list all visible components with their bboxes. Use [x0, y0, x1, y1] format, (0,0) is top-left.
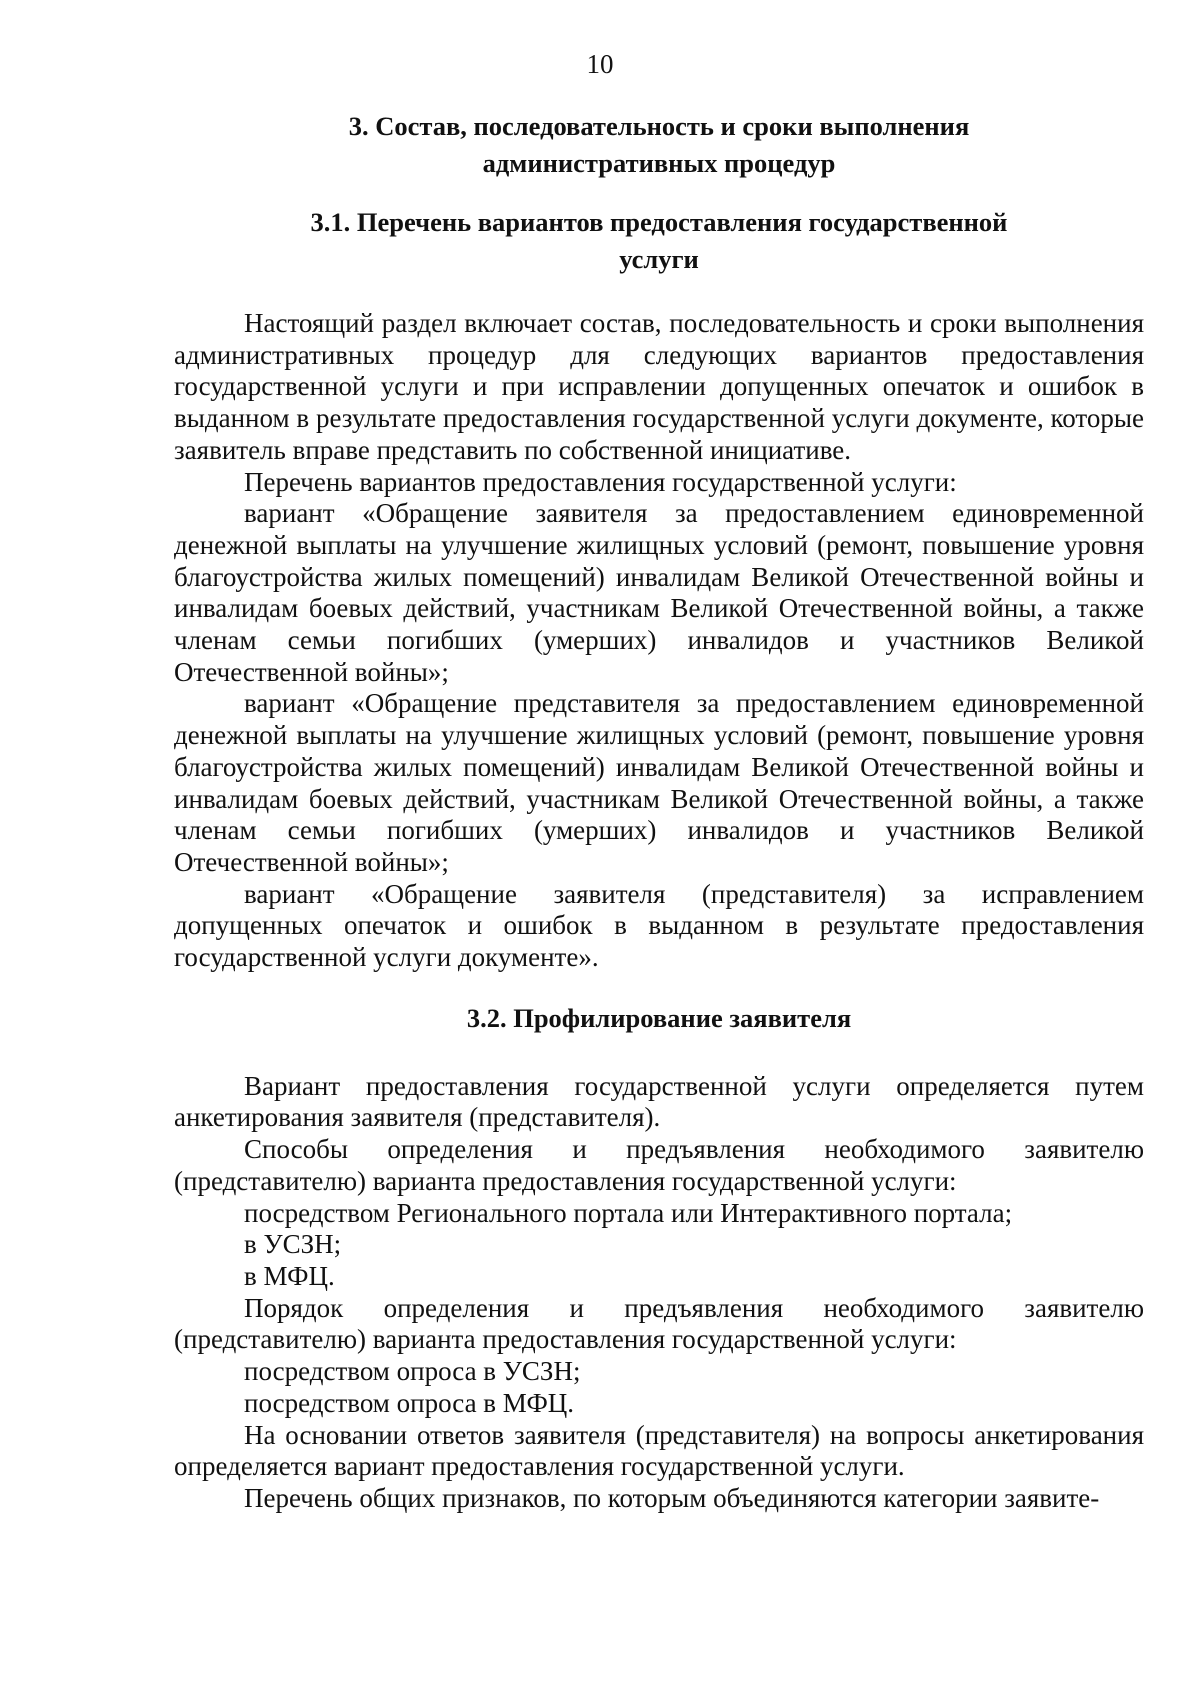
section-3-2-body [174, 1071, 1144, 1515]
section-3-1-heading-line2: услуги [619, 244, 699, 274]
paragraph: Настоящий раздел включает состав, последовательность и сроки выполнения административных процедур для следующих вариантов предоставления государственной услуги и при исправлении допущенных опечаток и ошибок в выданном в результате предоставления государственной услуги документе, которые заявитель вправе представить по собственной инициативе. [174, 308, 1144, 465]
document-content [174, 108, 1144, 1515]
paragraph: Перечень вариантов предоставления государственной услуги: [244, 466, 957, 497]
paragraph: посредством опроса в УСЗН; [244, 1356, 581, 1387]
paragraph: Вариант предоставления государственной услуги определяется путем анкетирования заявителя (представителя). [174, 1070, 1144, 1133]
section-3-heading [174, 108, 1144, 182]
paragraph: вариант «Обращение заявителя за предоставлением единовременной денежной выплаты на улучшение жилищных условий (ремонт, повышение уровня благоустройства жилых помещений) инвалидам Великой Отечественной войны и инвалидам боевых действий, участникам Великой Отечественной войны, а также членам семьи погибших (умерших) инвалидов и участников Великой Отечественной войны»; [174, 498, 1144, 687]
paragraph: в УСЗН; [244, 1229, 342, 1260]
paragraph: Способы определения и предъявления необходимого заявителю (представителю) варианта предоставления государственной услуги: [174, 1134, 1144, 1196]
paragraph: На основании ответов заявителя (представителя) на вопросы анкетирования определяется вариант предоставления государственной услуги. [174, 1419, 1144, 1482]
paragraph: в МФЦ. [244, 1260, 335, 1291]
section-3-1-heading-line1: 3.1. Перечень вариантов предоставления государственной [310, 207, 1008, 237]
paragraph: вариант «Обращение представителя за предоставлением единовременной денежной выплаты на улучшение жилищных условий (ремонт, повышение уровня благоустройства жилых помещений) инвалидам Великой Отечественной войны и инвалидам боевых действий, участникам Великой Отечественной войны, а также членам семьи погибших (умерших) инвалидов и участников Великой Отечественной войны»; [174, 688, 1144, 877]
paragraph: вариант «Обращение заявителя (представителя) за исправлением допущенных опечаток и ошибок в выданном в результате предоставления государственной услуги документе». [174, 878, 1144, 973]
paragraph: посредством Регионального портала или Интерактивного портала; [244, 1197, 1013, 1228]
paragraph: посредством опроса в МФЦ. [244, 1387, 575, 1418]
paragraph: Перечень общих признаков, по которым объединяются категории заявите- [244, 1482, 1100, 1513]
page-number: 10 [586, 49, 614, 79]
section-3-heading-line1: 3. Состав, последовательность и сроки выполнения [348, 111, 970, 141]
section-3-1-heading [174, 204, 1144, 278]
paragraph: Порядок определения и предъявления необходимого заявителю (представителю) варианта предоставления государственной услуги: [174, 1292, 1144, 1355]
section-3-heading-line2: административных процедур [482, 148, 836, 178]
section-3-1-body [174, 308, 1144, 974]
section-3-2-heading: 3.2. Профилирование заявителя [466, 1002, 852, 1033]
